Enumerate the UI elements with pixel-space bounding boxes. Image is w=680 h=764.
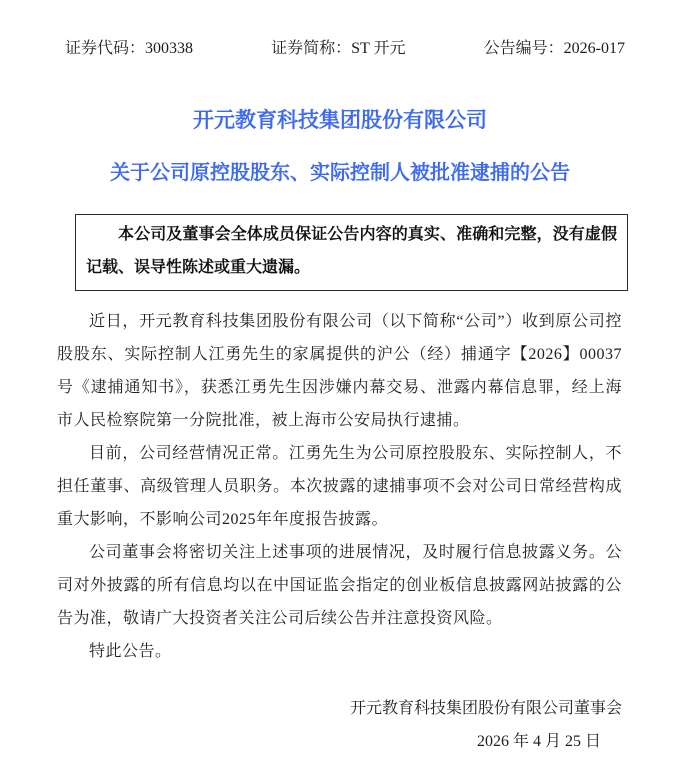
body-paragraph-1: 近日，开元教育科技集团股份有限公司（以下简称“公司”）收到原公司控股股东、实际控制人江勇先生的家属提供的沪公（经）捕通字【2026】00037号《逮捕通知书》，获悉江勇先生因涉嫌内幕交易、泄露内幕信息罪，经上海市人民检察院第一分院批准，被上海市公安局执行逮捕。 xyxy=(57,313,622,429)
signature-block xyxy=(57,692,622,759)
announcement-title: 关于公司原控股股东、实际控制人被批准逮捕的公告 xyxy=(110,162,570,184)
disclaimer-box xyxy=(75,214,628,291)
document-body xyxy=(57,305,622,668)
body-paragraph-3: 公司董事会将密切关注上述事项的进展情况，及时履行信息披露义务。公司对外披露的所有信息均以在中国证监会指定的创业板信息披露网站披露的公告为准，敬请广大投资者关注公司后续公告并注意投资风险。 xyxy=(57,544,622,627)
doc-header xyxy=(65,40,625,58)
signature-date: 2026 年 4 月 25 日 xyxy=(476,733,601,750)
stock-abbr: 证券简称：ST 开元 xyxy=(271,40,406,57)
closing-statement: 特此公告。 xyxy=(89,643,172,660)
disclaimer-text: 本公司及董事会全体成员保证公告内容的真实、准确和完整，没有虚假记载、误导性陈述或重大遗漏。 xyxy=(86,226,617,276)
announcement-number: 公告编号：2026-017 xyxy=(483,40,625,57)
company-title: 开元教育科技集团股份有限公司 xyxy=(193,109,487,132)
signature-company: 开元教育科技集团股份有限公司董事会 xyxy=(349,700,622,717)
stock-code: 证券代码：300338 xyxy=(65,40,194,57)
body-paragraph-2: 目前，公司经营情况正常。江勇先生为公司原控股股东、实际控制人，不担任董事、高级管理人员职务。本次披露的逮捕事项不会对公司日常经营构成重大影响，不影响公司2025年年度报告披露。 xyxy=(57,445,622,528)
